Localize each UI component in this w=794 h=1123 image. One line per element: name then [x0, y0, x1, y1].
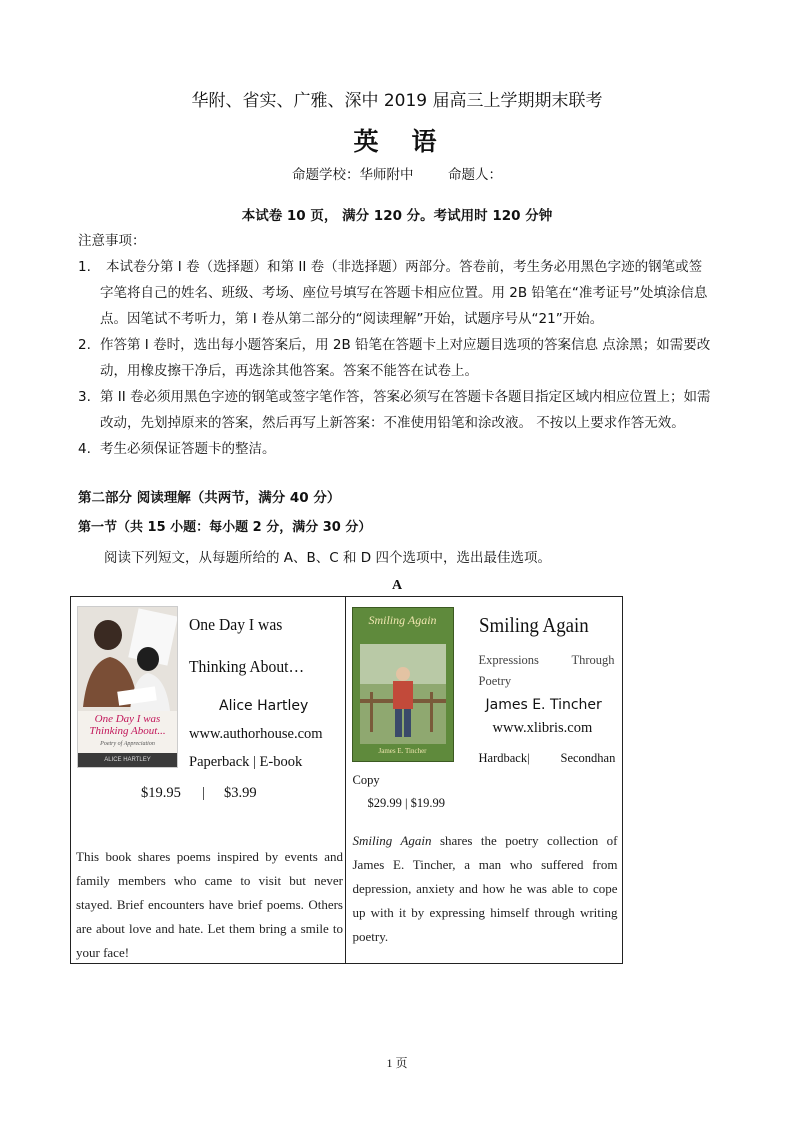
book2-description-title: Smiling Again: [352, 833, 432, 848]
section1-title: 第一节（共 15 小题：每小题 2 分，满分 30 分）: [78, 520, 372, 535]
book2-subtitle-left: Expressions: [478, 653, 539, 667]
book1-cover: [77, 606, 178, 768]
notice-line: 点。因笔试不考听力，第 I 卷从第二部分的“阅读理解”开始，试题序号从“21”开始。: [100, 311, 604, 327]
book2-cell: [345, 597, 623, 964]
notice-number: 2.: [78, 337, 91, 353]
book1-cover-illustration: [78, 607, 177, 711]
book1-price-1: $19.95: [141, 785, 181, 801]
book1-title-line2: Thinking About…: [189, 657, 305, 676]
book2-format-left: Hardback|: [478, 751, 530, 765]
exam-title: 华附、省实、广雅、深中 2019 届高三上学期期末联考: [191, 91, 603, 111]
book-ads-table: [70, 596, 623, 964]
notice-line: 本试卷分第 I 卷（选择题）和第 II 卷（非选择题）两部分。答卷前，考生务必用黑色字迹的钢笔或签: [106, 259, 703, 275]
setter-person: 命题人：: [448, 167, 503, 183]
notices-heading: 注意事项：: [78, 233, 146, 249]
book2-description-rest: shares the poetry collection of James E. Tincher, a man who suffered from depression, anxiety and how he was able to cope up with it by expressing himself through writing poetry.: [352, 833, 618, 944]
subject-title: 英 语: [353, 127, 441, 156]
book2-cover-title: Smiling Again: [368, 613, 437, 627]
book2-prices: $29.99 | $19.99: [367, 796, 446, 810]
notice-line: 第 II 卷必须用黑色字迹的钢笔或签字笔作答，答案必须写在答题卡各题目指定区域内相应位置上；如需: [100, 389, 711, 405]
book1-title-line1: One Day I was: [189, 615, 283, 634]
book1-price-2: $3.99: [224, 785, 257, 801]
exam-info: 本试卷 10 页， 满分 120 分。考试用时 120 分钟: [241, 208, 553, 224]
page-number: 1 页: [386, 1056, 408, 1070]
notice-line: 考生必须保证答题卡的整洁。: [100, 441, 276, 457]
book2-website: www.xlibris.com: [492, 720, 593, 736]
book2-cover-photo: [360, 644, 446, 744]
book2-format-right: Secondhan: [560, 751, 616, 765]
notice-line: 字笔将自己的姓名、班级、考场、座位号填写在答题卡相应位置。用 2B 铅笔在“准考证号”处填涂信息: [100, 285, 708, 301]
book1-format: Paperback | E-book: [189, 754, 303, 770]
notice-number: 4.: [78, 441, 91, 457]
book1-price-separator: |: [202, 785, 205, 801]
book1-cover-subtitle: Poetry of Appreciation: [100, 741, 155, 747]
book2-author: James E. Tincher: [485, 697, 602, 713]
book2-subtitle-line2: Poetry: [478, 674, 512, 688]
book2-format-line2: Copy: [352, 773, 380, 787]
book1-description: This book shares poems inspired by events and family members who came to visit but never stayed. Brief encounters have brief poems. Others are about love and hate. Let them bring a smile to your face!: [76, 849, 343, 960]
book1-website: www.authorhouse.com: [189, 726, 323, 742]
reading-instruction: 阅读下列短文，从每题所给的 A、B、C 和 D 四个选项中，选出最佳选项。: [104, 550, 551, 566]
book2-description: [353, 829, 618, 949]
setter-school: 命题学校：华师附中: [291, 167, 414, 183]
notice-number: 3.: [78, 389, 91, 405]
notice-line: 动，用橡皮擦干净后，再选涂其他答案。答案不能答在试卷上。: [100, 363, 478, 379]
notice-number: 1.: [78, 259, 91, 275]
notice-line: 作答第 I 卷时，选出每小题答案后，用 2B 铅笔在答题卡上对应题目选项的答案信息 点涂黑；如需要改: [100, 337, 711, 353]
notice-line: 改动，先划掉原来的答案，然后再写上新答案：不准使用铅笔和涂改液。 不按以上要求作答无效。: [100, 415, 685, 431]
passage-label: A: [391, 578, 403, 593]
book1-author: Alice Hartley: [219, 698, 309, 714]
book2-title: Smiling Again: [478, 613, 589, 637]
book2-cover: [352, 607, 454, 762]
book2-cover-author: James E. Tincher: [378, 747, 427, 755]
book1-cover-author: ALICE HARTLEY: [78, 753, 177, 767]
part2-title: 第二部分 阅读理解（共两节，满分 40 分）: [78, 490, 341, 506]
book1-cell: [71, 597, 346, 964]
book2-subtitle-right: Through: [571, 653, 615, 667]
setter-line: [0, 163, 794, 183]
book1-cover-title: One Day I was Thinking About...: [89, 713, 166, 737]
